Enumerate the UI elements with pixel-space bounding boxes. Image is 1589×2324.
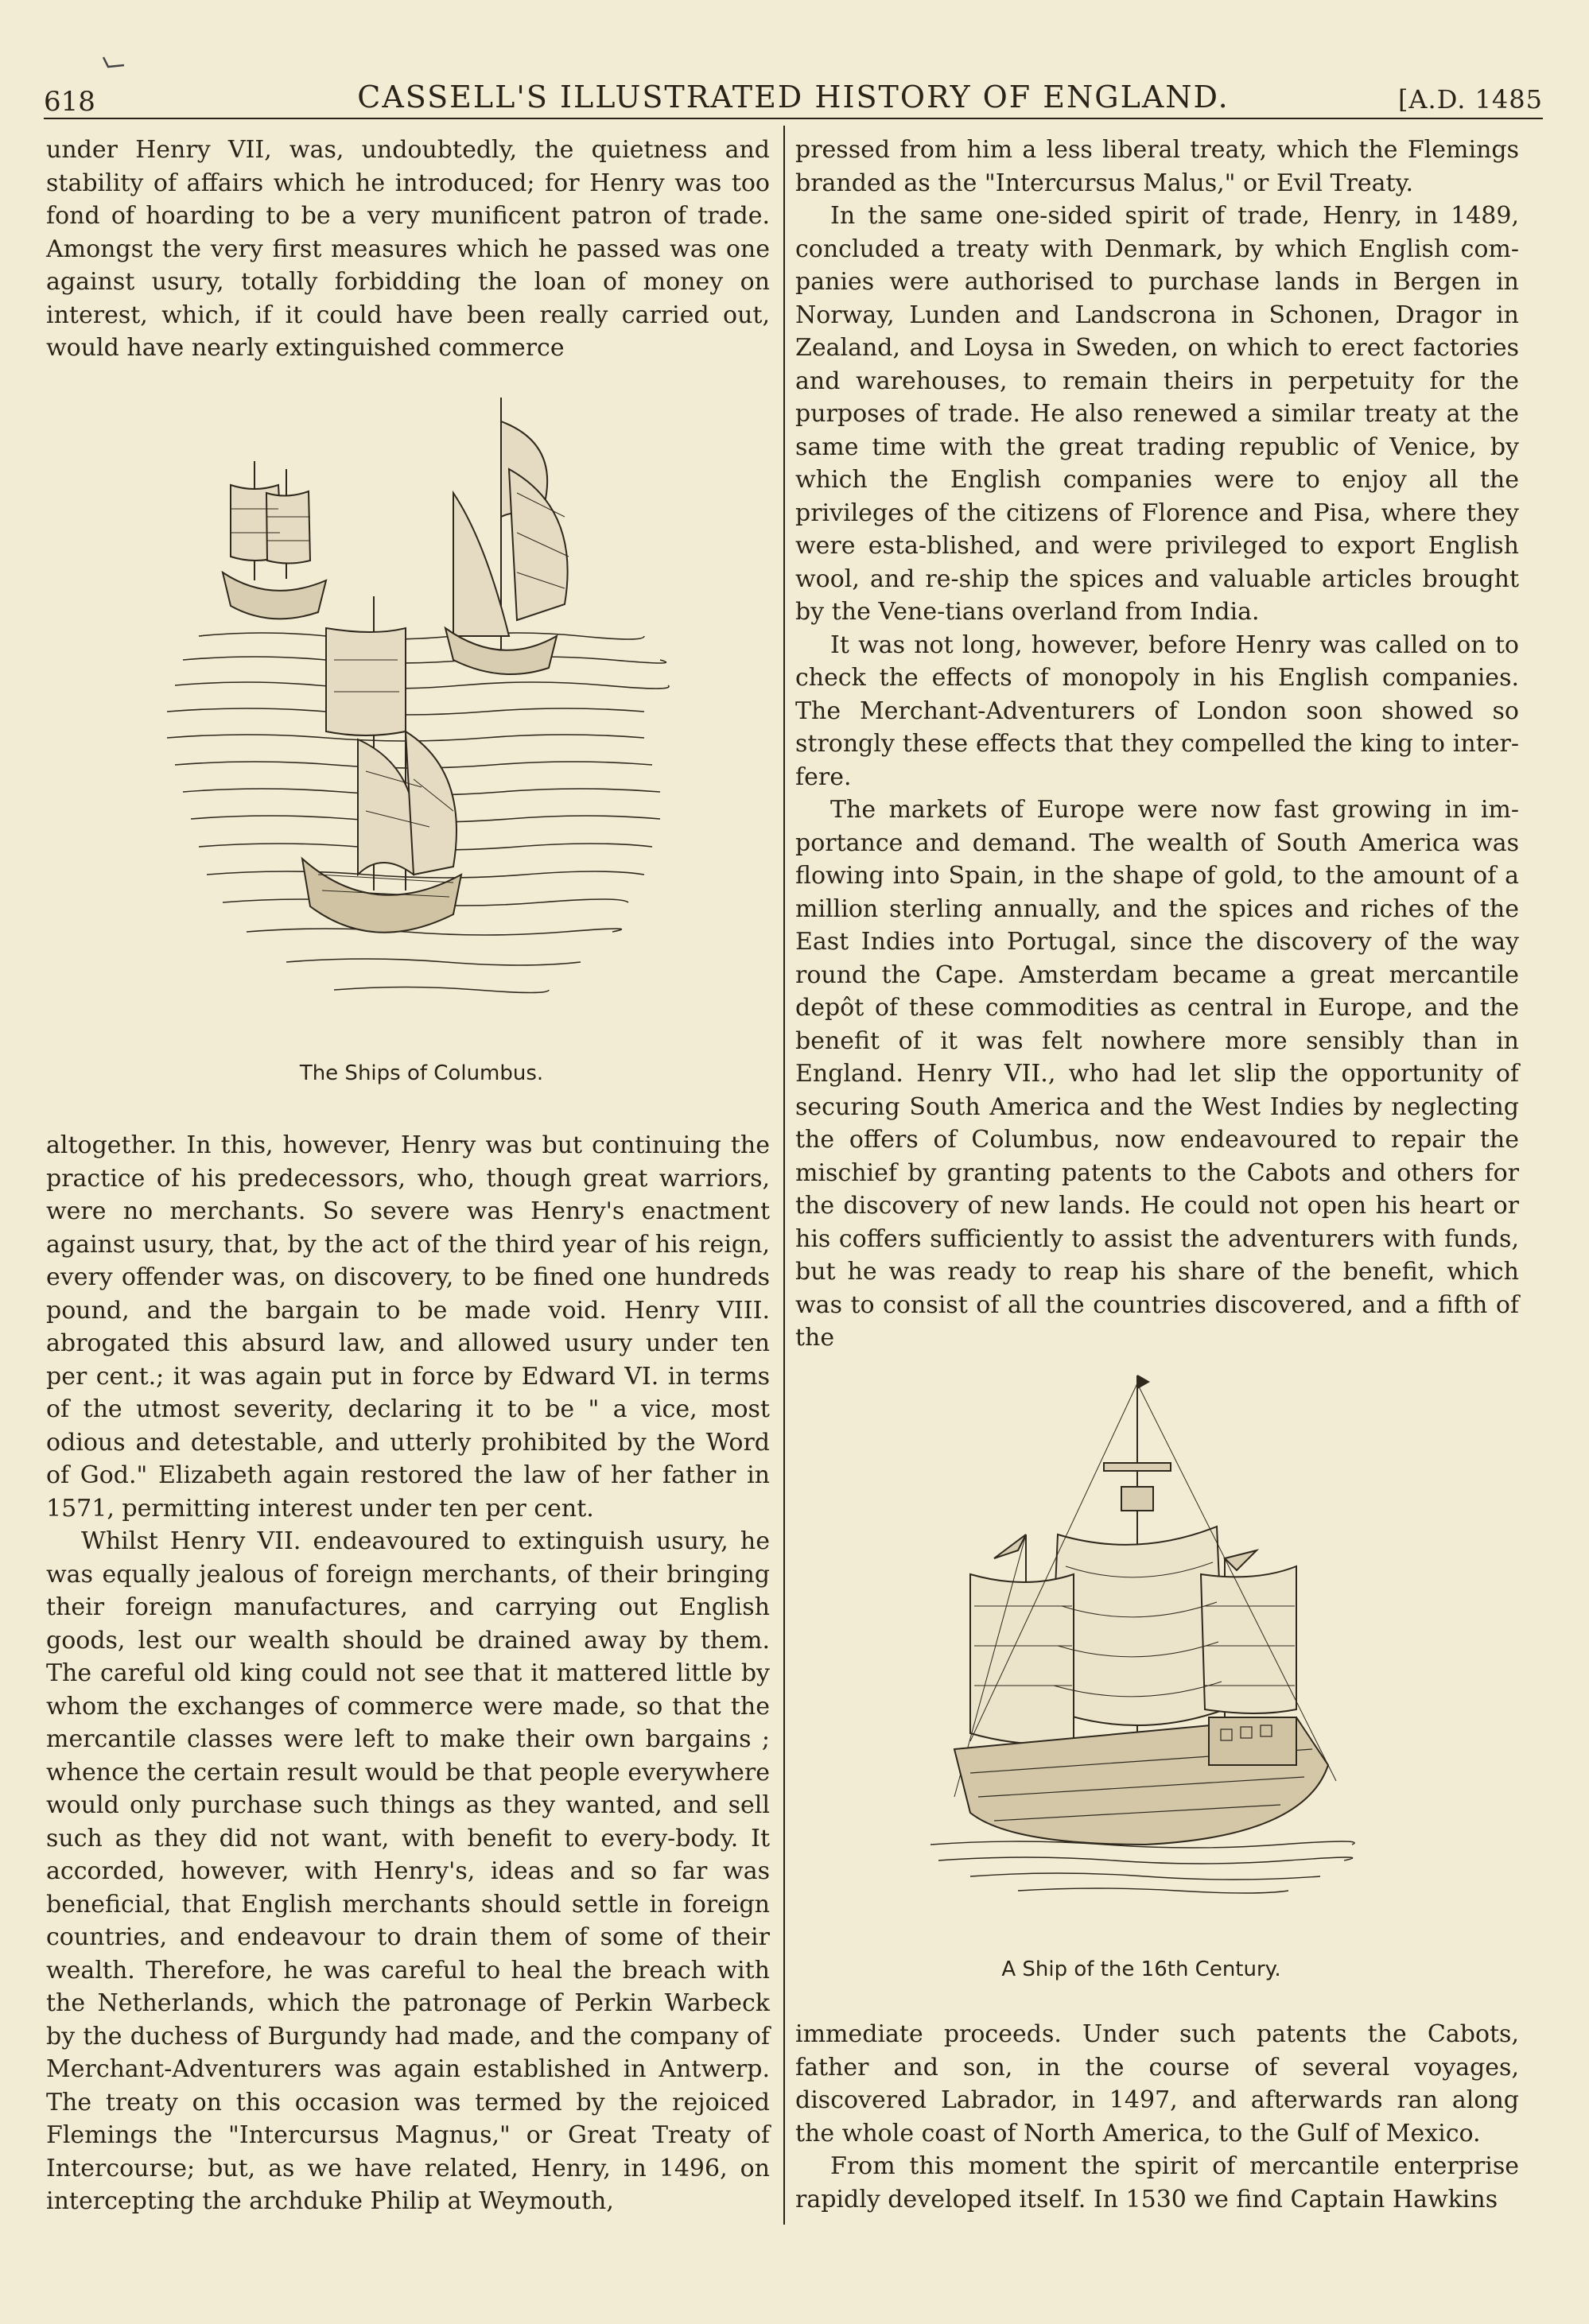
- paragraph: altogether. In this, however, Henry was but continuing the practice of his predecessors, who, though great warriors, were no merchants. So severe was Henry's enactment against usury, that, by the act of the third year of his reign, every offender was, on discovery, to be fined one hundreds pound, and the bargain to be made void. Henry VIII. abrogated this absurd law, and allowed usury under ten per cent.; it was again put in force by Edward VI. in terms of the utmost severity, declaring it to be " a vice, most odious and detestable, and utterly prohibited by the Word of God." Elizabeth again restored the law of her father in 1571, permitting interest under ten per cent.: [46, 1131, 770, 1523]
- running-header: [44, 70, 1543, 118]
- right-column-top-text: [795, 134, 1519, 1355]
- running-title: CASSELL'S ILLUSTRATED HISTORY OF ENGLAND.: [357, 80, 1230, 114]
- ship-left: [223, 461, 326, 619]
- figure-caption-columbus: The Ships of Columbus.: [299, 1061, 544, 1085]
- sixteenth-century-ship-illustration: [923, 1368, 1360, 1900]
- ships-of-columbus-engraving: [167, 398, 676, 1034]
- paragraph: In the same one-sided spirit of trade, Henry, in 1489, concluded a treaty with Denmark, by which English com-panies were authorised to purchase lands in Bergen in Norway, Lunden and Landscrona in Schonen, Dragor in Zealand, and Loysa in Sweden, on which to erect factories and warehouses, to remain theirs in perpetuity for the purposes of trade. He also renewed a similar treaty at the same time with the great trading republic of Venice, by which the English companies were to enjoy all the privileges of the citizens of Florence and Pisa, where they were esta-blished, and were privileged to export English wool, and re-ship the spices and valuable articles brought by the Vene-tians overland from India.: [795, 202, 1519, 626]
- left-column-bottom-text: [46, 1129, 770, 2218]
- ship-right: [445, 398, 569, 674]
- paragraph: It was not long, however, before Henry was called on to check the effects of monopoly in his English companies. The Merchant-Adventurers of London soon showed so strongly these effects that they compelled the king to inter-fere.: [795, 630, 1519, 791]
- paragraph: From this moment the spirit of mercantile enterprise rapidly developed itself. In 1530 we find Captain Hawkins: [795, 2152, 1519, 2213]
- figure-caption-ship: A Ship of the 16th Century.: [1001, 1957, 1281, 1981]
- paragraph: pressed from him a less liberal treaty, which the Flemings branded as the "Intercursus Malus," or Evil Treaty.: [795, 136, 1519, 197]
- header-rule: [44, 118, 1543, 119]
- pencil-check-mark: [102, 56, 126, 72]
- date-mark: [A.D. 1485: [1397, 84, 1543, 114]
- paragraph: The markets of Europe were now fast growing in im-portance and demand. The wealth of South America was flowing into Spain, in the shape of gold, to the amount of a million sterling annually, and the spices and riches of the East Indies into Portugal, since the discovery of the way round the Cape. Amsterdam became a great mercantile depôt of these commodities as central in Europe, and the benefit of it was felt nowhere more sensibly than in England. Henry VII., who had let slip the opportunity of securing South America and the West Indies by neglecting the offers of Columbus, now endeavoured to repair the mischief by granting patents to the Cabots and others for the discovery of new lands. He could not open his heart or his coffers sufficiently to assist the adventurers with funds, but he was ready to reap his share of the benefit, which was to consist of all the countries discovered, and a fifth of the: [795, 796, 1519, 1352]
- paragraph: Whilst Henry VII. endeavoured to extinguish usury, he was equally jealous of foreign merchants, of their bringing their foreign manufactures, and carrying out English goods, lest our wealth should be drained away by them. The careful old king could not see that it mattered little by whom the exchanges of commerce were made, so that the mercantile classes were left to make their own bargains ; whence the certain result would be that people everywhere would only purchase such things as they wanted, and sell such as they did not want, with benefit to every-body. It accorded, however, with Henry's, ideas and so far was beneficial, that English merchants should settle in foreign countries, and endeavour to drain them of some of their wealth. Therefore, he was careful to heal the breach with the Netherlands, which the patronage of Perkin Warbeck by the duchess of Burgundy had made, and the company of Merchant-Adventurers was again established in Antwerp. The treaty on this occasion was termed by the rejoiced Flemings the "Intercursus Magnus," or Great Treaty of Intercourse; but, as we have related, Henry, in 1496, on intercepting the archduke Philip at Weymouth,: [46, 1527, 770, 2215]
- ships-of-columbus-illustration: [167, 398, 676, 1034]
- left-column-top-text: [46, 134, 770, 365]
- column-rule: [783, 126, 785, 2225]
- paragraph: under Henry VII, was, undoubtedly, the quietness and stability of affairs which he introduced; for Henry was too fond of hoarding to be a very munificent patron of trade. Amongst the very first measures which he passed was one against usury, totally forbidding the loan of money on interest, which, if it could have been really carried out, would have nearly extinguished commerce: [46, 136, 770, 362]
- sea-waves: [930, 1841, 1354, 1893]
- sixteenth-century-ship-engraving: [923, 1368, 1360, 1900]
- right-column-bottom-text: [795, 2018, 1519, 2216]
- page-number: 618: [44, 86, 95, 118]
- paragraph: immediate proceeds. Under such patents the Cabots, father and son, in the course of several voyages, discovered Labrador, in 1497, and afterwards ran along the whole coast of North America, to the Gulf of Mexico.: [795, 2020, 1519, 2147]
